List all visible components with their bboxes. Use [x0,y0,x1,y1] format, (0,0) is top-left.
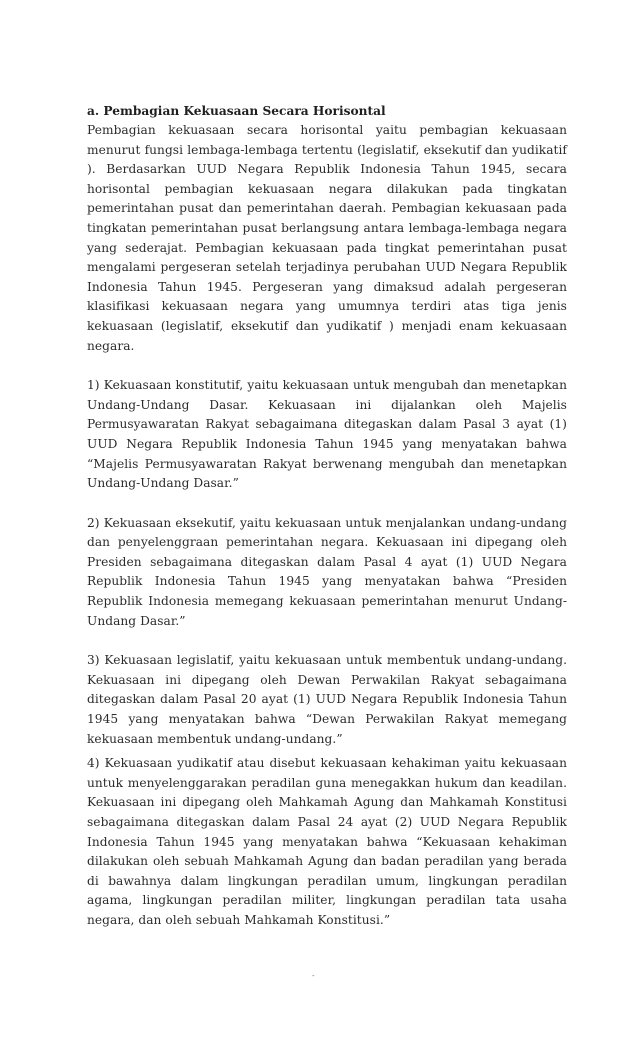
list-item-legislatif: 3) Kekuasaan legislatif, yaitu kekuasaan untuk membentuk undang-undang. Kekuasaan ini dipegang oleh Dewan Perwakilan Rakyat sebagaimana ditegaskan dalam Pasal 20 ayat (1) UUD Negara Republik Indonesia Tahun 1945 yang menyatakan bahwa “Dewan Perwakilan Rakyat memegang kekuasaan membentuk undang-undang.” [87,653,567,746]
list-item-yudikatif: 4) Kekuasaan yudikatif atau disebut kekuasaan kehakiman yaitu kekuasaan untuk menyelenggarakan peradilan guna menegakkan hukum dan keadilan. Kekuasaan ini dipegang oleh Mahkamah Agung dan Mahkamah Konstitusi sebagaimana ditegaskan dalam Pasal 24 ayat (2) UUD Negara Republik Indonesia Tahun 1945 yang menyatakan bahwa “Kekuasaan kehakiman dilakukan oleh sebuah Mahkamah Agung dan badan peradilan yang berada di bawahnya dalam lingkungan peradilan umum, lingkungan peradilan agama, lingkungan peradilan militer, lingkungan peradilan tata usaha negara, dan oleh sebuah Mahkamah Konstitusi.” [87,756,567,927]
page-number: - [312,972,315,980]
document-page [87,101,567,931]
list-item-eksekutif: 2) Kekuasaan eksekutif, yaitu kekuasaan untuk menjalankan undang-undang dan penyelenggraan pemerintahan negara. Kekuasaan ini dipegang oleh Presiden sebagaimana ditegaskan dalam Pasal 4 ayat (1) UUD Negara Republik Indonesia Tahun 1945 yang menyatakan bahwa “Presiden Republik Indonesia memegang kekuasaan pemerintahan menurut Undang-Undang Dasar.” [87,515,567,628]
section-heading: a. Pembagian Kekuasaan Secara Horisontal [87,104,386,118]
intro-paragraph: Pembagian kekuasaan secara horisontal yaitu pembagian kekuasaan menurut fungsi lembaga-lembaga tertentu (legislatif, eksekutif dan yudikatif ). Berdasarkan UUD Negara Republik Indonesia Tahun 1945, secara horisontal pembagian kekuasaan negara dilakukan pada tingkatan pemerintahan pusat dan pemerintahan daerah. Pembagian kekuasaan pada tingkatan pemerintahan pusat berlangsung antara lembaga-lembaga negara yang sederajat. Pembagian kekuasaan pada tingkat pemerintahan pusat mengalami pergeseran setelah terjadinya perubahan UUD Negara Republik Indonesia Tahun 1945. Pergeseran yang dimaksud adalah pergeseran klasifikasi kekuasaan negara yang umumnya terdiri atas tiga jenis kekuasaan (legislatif, eksekutif dan yudikatif ) menjadi enam kekuasaan negara. [87,123,567,353]
list-item-konstitutif: 1) Kekuasaan konstitutif, yaitu kekuasaan untuk mengubah dan menetapkan Undang-Undang Dasar. Kekuasaan ini dijalankan oleh Majelis Permusyawaratan Rakyat sebagaimana ditegaskan dalam Pasal 3 ayat (1) UUD Negara Republik Indonesia Tahun 1945 yang menyatakan bahwa “Majelis Permusyawaratan Rakyat berwenang mengubah dan menetapkan Undang-Undang Dasar.” [87,378,567,491]
